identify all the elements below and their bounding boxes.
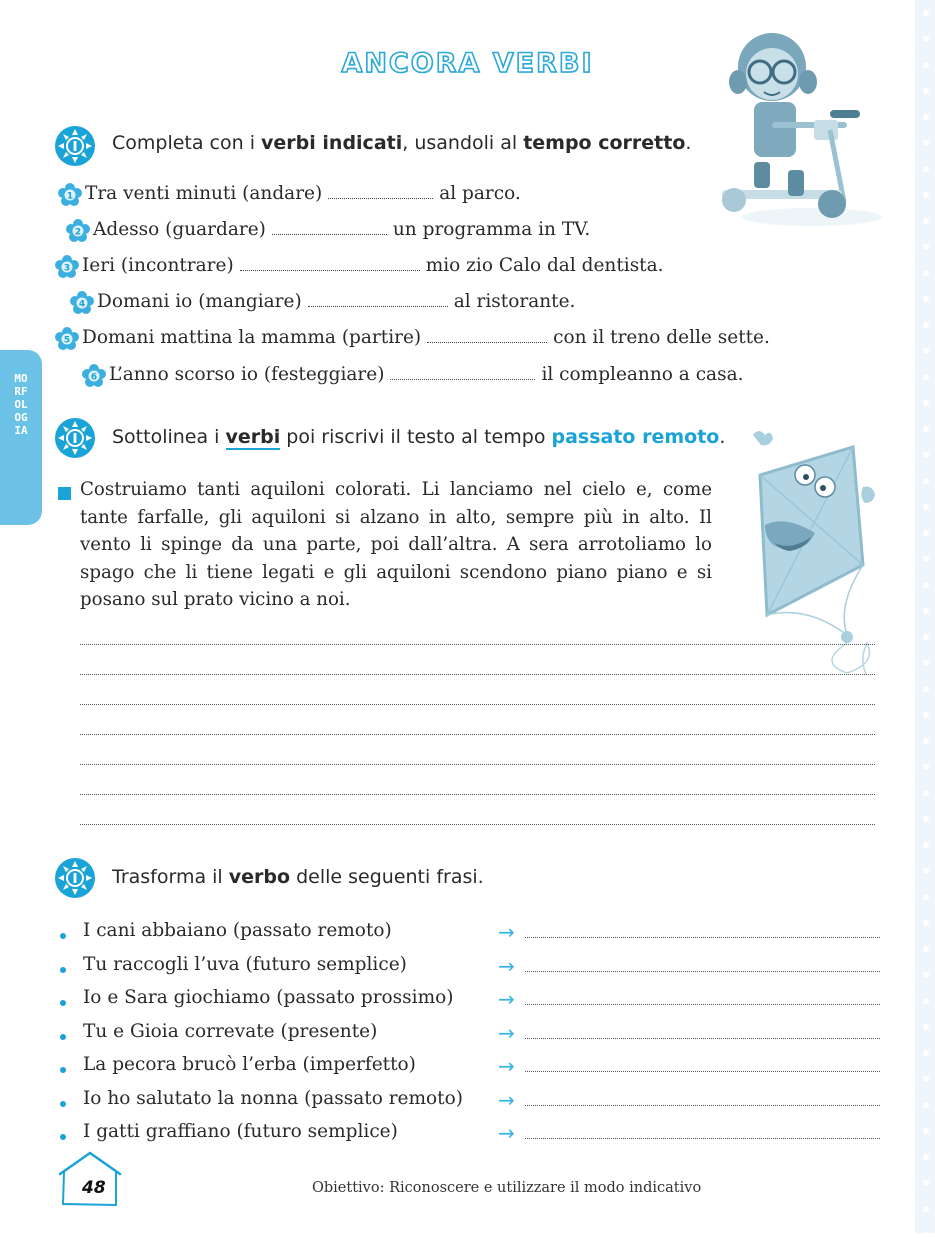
edge-dot (923, 218, 929, 224)
item-number: 6 (90, 372, 98, 383)
exercise-3-item: La pecora brucò l’erba (imperfetto) (83, 1054, 416, 1075)
edge-dot (923, 296, 929, 302)
item-number: 3 (63, 263, 71, 274)
edge-dot (923, 1128, 929, 1134)
item-text-before: Domani mattina la mamma (partire) (82, 327, 422, 348)
edge-dot (923, 88, 929, 94)
item-number: 1 (66, 191, 74, 202)
edge-dot (923, 842, 929, 848)
exercise-3-item: Tu raccogli l’uva (futuro semplice) (83, 953, 407, 975)
answer-blank[interactable] (328, 197, 433, 199)
flower-number-icon (55, 327, 79, 351)
edge-dot (923, 348, 929, 354)
item-text-after: un programma in TV. (392, 219, 591, 240)
exercise-3-item: Tu e Gioia correvate (presente) (83, 1020, 378, 1042)
bullet (60, 967, 66, 973)
answer-blank[interactable] (390, 378, 535, 380)
exercise-1-item (82, 364, 743, 388)
item-number: 2 (74, 227, 82, 238)
edge-dot (923, 764, 929, 770)
edge-dot (923, 1180, 929, 1186)
flower-number-icon (55, 255, 79, 279)
edge-dot (923, 1024, 929, 1030)
exercise-3-instruction: Trasforma il verbo delle seguenti frasi. (112, 866, 484, 888)
arrow-right-icon: → (498, 920, 515, 944)
bullet (60, 1134, 66, 1140)
exercise-1-instruction: Completa con i verbi indicati, usandoli al tempo corretto. (112, 132, 692, 154)
edge-dot (923, 712, 929, 718)
answer-line[interactable] (525, 971, 880, 972)
exercise-2-sun-badge-icon (55, 418, 95, 458)
arrow-right-icon: → (498, 1121, 515, 1145)
edge-dot (923, 452, 929, 458)
bullet (60, 933, 66, 939)
exercise-3-item: Io ho salutato la nonna (passato remoto) (83, 1087, 463, 1109)
item-text-before: Tra venti minuti (andare) (85, 183, 323, 204)
edge-dot (923, 244, 929, 250)
edge-dot (923, 816, 929, 822)
edge-dot (923, 1102, 929, 1108)
arrow-right-icon: → (498, 987, 515, 1011)
exercise-1-sun-badge-icon (55, 126, 95, 166)
exercise-1-item (70, 291, 575, 315)
page-edge-strip (915, 0, 935, 1233)
answer-blank[interactable] (308, 305, 448, 307)
answer-blank[interactable] (240, 269, 420, 271)
arrow-right-icon: → (498, 1087, 515, 1112)
edge-dot (923, 894, 929, 900)
arrow-right-icon: → (498, 1020, 515, 1045)
edge-dot (923, 530, 929, 536)
writing-line[interactable] (80, 734, 875, 735)
answer-line[interactable] (525, 1105, 880, 1106)
exercise-3-item: I cani abbaiano (passato remoto) (83, 920, 392, 941)
edge-dot (923, 920, 929, 926)
edge-dot (923, 660, 929, 666)
edge-dot (923, 10, 929, 16)
edge-dot (923, 1154, 929, 1160)
answer-line[interactable] (525, 937, 880, 938)
item-text-after: mio zio Calo dal dentista. (425, 255, 664, 276)
section-tab-label: MORFOLOGIA (14, 372, 28, 437)
edge-dot (923, 374, 929, 380)
edge-dot (923, 686, 929, 692)
arrow-right-icon: → (498, 1054, 515, 1078)
edge-dot (923, 140, 929, 146)
item-text-before: Ieri (incontrare) (82, 255, 234, 276)
edge-dot (923, 270, 929, 276)
answer-line[interactable] (525, 1071, 880, 1072)
answer-blank[interactable] (272, 233, 387, 235)
flower-number-icon (66, 219, 90, 243)
bullet (60, 1067, 66, 1073)
edge-dot (923, 582, 929, 588)
writing-line[interactable] (80, 674, 875, 675)
paragraph-marker (58, 487, 71, 500)
exercise-2-paragraph: Costruiamo tanti aquiloni colorati. Li lanciamo nel cielo e, come tante farfalle, gli aquiloni si alzano in alto, sempre più in alto. Il vento li spinge da una parte, poi dall’altra. A sera arrotoliamo lo spago che li tiene legati e gli aquiloni scendono piano piano e si posano sul prato vicino a noi. (80, 479, 712, 610)
answer-line[interactable] (525, 1004, 880, 1005)
edge-dot (923, 1050, 929, 1056)
writing-line[interactable] (80, 704, 875, 705)
edge-dot (923, 400, 929, 406)
writing-line[interactable] (80, 794, 875, 795)
edge-dot (923, 946, 929, 952)
edge-dot (923, 36, 929, 42)
flower-number-icon (70, 291, 94, 315)
item-text-after: al parco. (439, 183, 521, 204)
edge-dot (923, 478, 929, 484)
exercise-1-item (66, 219, 590, 243)
edge-dot (923, 972, 929, 978)
writing-line[interactable] (80, 824, 875, 825)
edge-dot (923, 998, 929, 1004)
edge-dot (923, 608, 929, 614)
exercise-2-instruction: Sottolinea i verbi poi riscrivi il testo al tempo passato remoto. (112, 426, 726, 448)
edge-dot (923, 426, 929, 432)
edge-dot (923, 738, 929, 744)
bullet (60, 1034, 66, 1040)
edge-dot (923, 868, 929, 874)
edge-dot (923, 1076, 929, 1082)
arrow-right-icon: → (498, 953, 515, 978)
answer-line[interactable] (525, 1038, 880, 1039)
page-number: 48 (82, 1178, 106, 1198)
item-number: 4 (78, 299, 86, 310)
edge-dot (923, 114, 929, 120)
exercise-1-item (58, 183, 521, 207)
flower-number-icon (58, 183, 82, 207)
edge-dot (923, 322, 929, 328)
exercise-3-item: Io e Sara giochiamo (passato prossimo) (83, 987, 454, 1008)
page-title: ANCORA VERBI (341, 48, 594, 79)
answer-line[interactable] (525, 1138, 880, 1139)
edge-dot (923, 504, 929, 510)
writing-line[interactable] (80, 764, 875, 765)
answer-blank[interactable] (427, 341, 547, 343)
item-text-before: Adesso (guardare) (93, 219, 266, 240)
edge-dot (923, 192, 929, 198)
kite-illustration (735, 425, 885, 675)
edge-dot (923, 790, 929, 796)
item-text-after: il compleanno a casa. (541, 364, 744, 385)
exercise-1-item (55, 327, 770, 351)
edge-dot (923, 634, 929, 640)
edge-dot (923, 166, 929, 172)
exercise-1-item (55, 255, 664, 279)
exercise-3-sun-badge-icon (55, 858, 95, 898)
item-text-after: con il treno delle sette. (553, 327, 770, 348)
exercise-3-item: I gatti graffiano (futuro semplice) (83, 1121, 398, 1142)
item-text-after: al ristorante. (453, 291, 576, 312)
item-text-before: L’anno scorso io (festeggiare) (109, 364, 385, 385)
bullet (60, 1101, 66, 1107)
girl-scooter-illustration (712, 12, 882, 227)
item-text-before: Domani io (mangiare) (97, 291, 302, 312)
flower-number-icon (82, 364, 106, 388)
item-number: 5 (63, 335, 71, 346)
edge-dot (923, 556, 929, 562)
footer-objective: Obiettivo: Riconoscere e utilizzare il modo indicativo (312, 1180, 702, 1196)
edge-dot (923, 1206, 929, 1212)
bullet (60, 1000, 66, 1006)
writing-line[interactable] (80, 644, 875, 645)
